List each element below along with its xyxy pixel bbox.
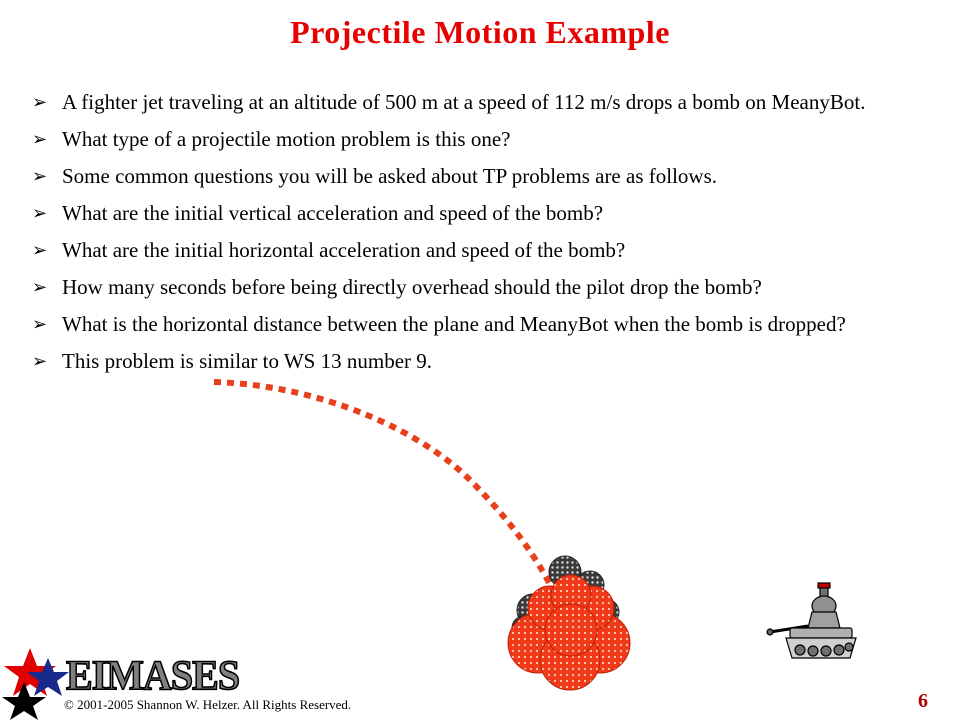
page-number: 6 bbox=[918, 690, 928, 712]
bullet-arrow-icon: ➢ bbox=[32, 203, 48, 224]
meanybot-robot-icon bbox=[767, 583, 856, 658]
bullet-item: ➢ What is the horizontal distance between the plane and MeanyBot when the bomb is dropped? bbox=[30, 310, 910, 339]
bullet-arrow-icon: ➢ bbox=[32, 166, 48, 187]
copyright-notice: © 2001-2005 Shannon W. Helzer. All Rights Reserved. bbox=[64, 697, 352, 712]
trajectory-path bbox=[214, 382, 560, 605]
bullet-arrow-icon: ➢ bbox=[32, 314, 48, 335]
logo-stars-icon bbox=[2, 648, 69, 720]
bullet-item: ➢ How many seconds before being directly overhead should the pilot drop the bomb? bbox=[30, 273, 910, 302]
eimases-logo: EIMASES bbox=[66, 651, 240, 700]
bullet-arrow-icon: ➢ bbox=[32, 92, 48, 113]
bullet-arrow-icon: ➢ bbox=[32, 277, 48, 298]
bullet-arrow-icon: ➢ bbox=[32, 351, 48, 372]
bullet-item: ➢ What are the initial vertical acceleration and speed of the bomb? bbox=[30, 199, 910, 228]
explosion-icon bbox=[508, 556, 630, 690]
bullet-item: ➢ A fighter jet traveling at an altitude of 500 m at a speed of 112 m/s drops a bomb on MeanyBot. bbox=[30, 88, 910, 117]
bullet-item: ➢ What type of a projectile motion problem is this one? bbox=[30, 125, 910, 154]
bullet-arrow-icon: ➢ bbox=[32, 129, 48, 150]
slide-title: Projectile Motion Example bbox=[290, 14, 670, 50]
bullet-arrow-icon: ➢ bbox=[32, 240, 48, 261]
bullet-item: ➢ This problem is similar to WS 13 number 9. bbox=[30, 347, 910, 376]
bullet-item: ➢ What are the initial horizontal acceleration and speed of the bomb? bbox=[30, 236, 910, 265]
bullet-item: ➢ Some common questions you will be asked about TP problems are as follows. bbox=[30, 162, 910, 191]
